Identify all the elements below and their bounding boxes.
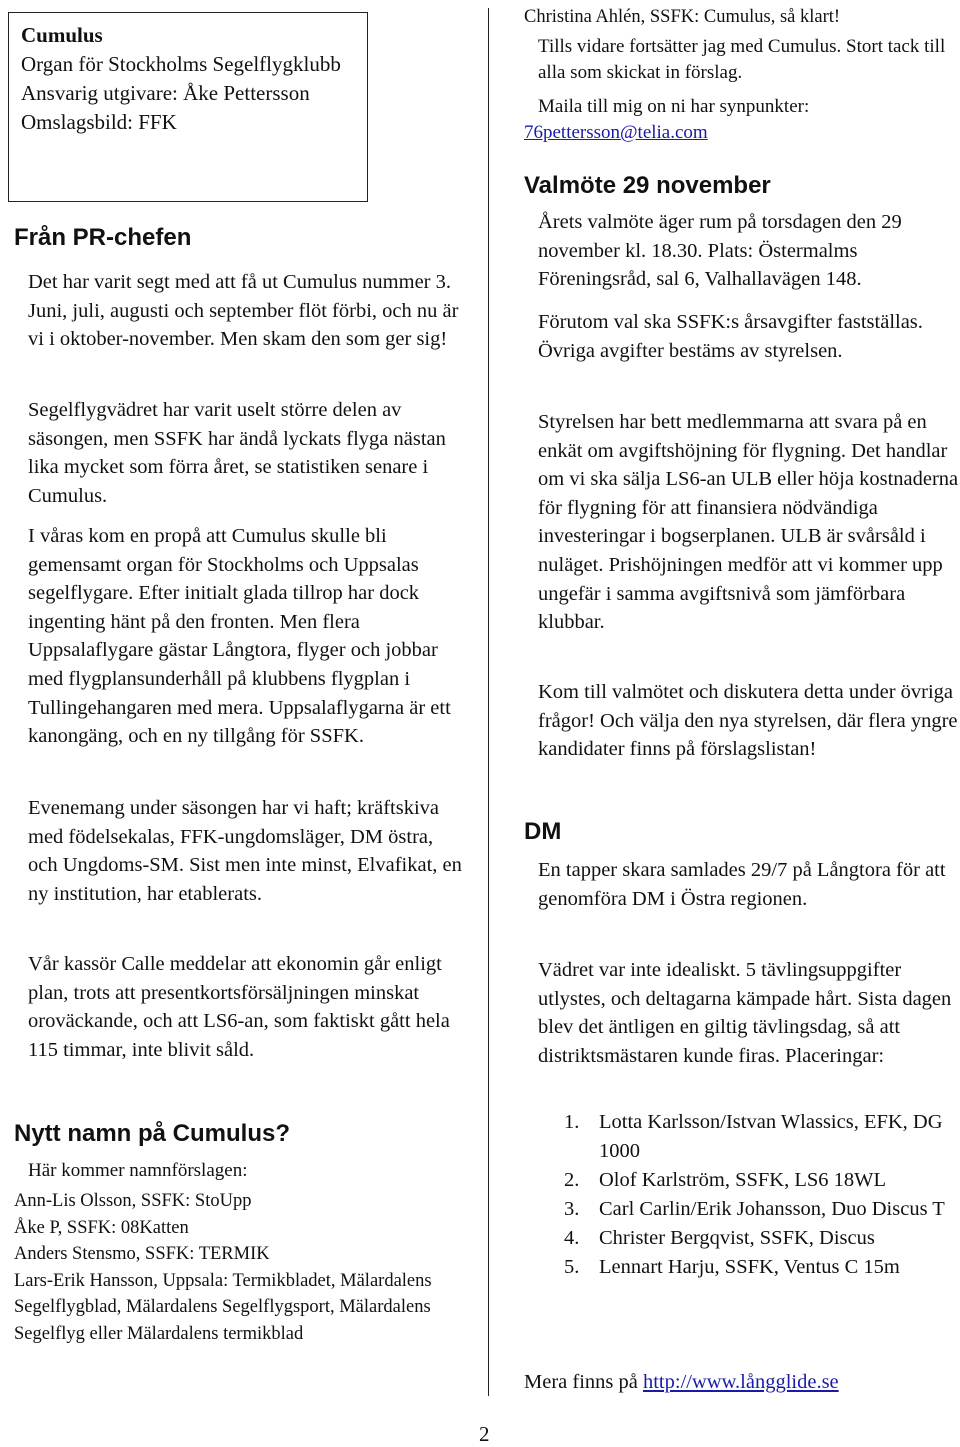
placing-number: 1. xyxy=(564,1111,580,1133)
names-list-continued xyxy=(524,4,954,31)
meeting-heading: Valmöte 29 november xyxy=(524,172,771,199)
list-item xyxy=(524,1195,954,1224)
pr-paragraph: I våras kom en propå att Cumulus skulle bli gemensamt organ för Stockholms och Uppsalas segelflygare. Efter initialt glada tillrop har dock ingenting hänt på den fronten. Men flera Uppsalaflygare gästar Långtora, flyger och jobbar med flygplansunderhåll på klubbens flygplan i Tullingehangaren med mera. Uppsalaflygarna är ett kanongäng, och en ny tillgång för SSFK. xyxy=(28,525,451,748)
more-info xyxy=(524,1368,954,1397)
placing-text: Christer Bergqvist, SSFK, Discus xyxy=(599,1227,875,1249)
names-list xyxy=(14,1188,452,1347)
dm-heading: DM xyxy=(524,818,562,845)
list-item: Lars-Erik Hansson, Uppsala: Termikbladet, Mälardalens Segelflygblad, Mälardalens Segelflygsport, Mälardalens Segelflyg eller Mälardalens termikblad xyxy=(14,1270,432,1344)
placing-number: 4. xyxy=(564,1227,580,1249)
list-item xyxy=(524,1253,954,1282)
placing-number: 3. xyxy=(564,1198,580,1220)
meeting-paragraph: Kom till valmötet och diskutera detta under övriga frågor! Och välja den nya styrelsen, där flera yngre kandidater finns på förslagslistan! xyxy=(538,681,958,761)
list-item: Ann-Lis Olsson, SSFK: StoUpp xyxy=(14,1191,252,1211)
meeting-paragraph: Årets valmöte äger rum på torsdagen den 29 november kl. 18.30. Plats: Östermalms Föreningsråd, sal 6, Valhallavägen 148. xyxy=(538,211,902,291)
column-divider xyxy=(488,8,489,1396)
page-number: 2 xyxy=(479,1422,490,1446)
names-mail-text: Maila till mig on ni har synpunkter: xyxy=(538,96,810,117)
pr-paragraph: Vår kassör Calle meddelar att ekonomin går enligt plan, trots att presentkortsförsäljningen minskat oroväckande, och att LS6-an, som faktiskt gått hela 115 timmar, inte blivit såld. xyxy=(28,953,450,1061)
list-item xyxy=(524,1108,954,1166)
meeting-paragraph: Förutom val ska SSFK:s årsavgifter fastställas. Övriga avgifter bestäms av styrelsen. xyxy=(538,311,923,362)
pr-paragraph: Det har varit segt med att få ut Cumulus nummer 3. Juni, juli, augusti och september flöt förbi, och nu är vi i oktober-november. Men skam den som ger sig! xyxy=(28,271,459,351)
placing-text: Carl Carlin/Erik Johansson, Duo Discus T xyxy=(599,1198,945,1220)
pr-heading: Från PR-chefen xyxy=(14,224,192,251)
dm-paragraph: En tapper skara samlades 29/7 på Långtora för att genomföra DM i Östra regionen. xyxy=(538,859,946,910)
names-intro: Här kommer namnförslagen: xyxy=(28,1160,248,1181)
dm-paragraph: Vädret var inte idealiskt. 5 tävlingsuppgifter utlystes, och deltagarna kämpade hårt. Sista dagen blev det äntligen en giltig tävlingsdag, så att distriktsmästaren kunde firas. Placeringar: xyxy=(538,959,952,1067)
placings-list xyxy=(524,1108,954,1282)
email-link[interactable]: 76pettersson@telia.com xyxy=(524,122,708,143)
placing-number: 2. xyxy=(564,1169,580,1191)
list-item: Åke P, SSFK: 08Katten xyxy=(14,1217,189,1238)
list-item: Anders Stensmo, SSFK: TERMIK xyxy=(14,1244,270,1264)
masthead-line: Organ för Stockholms Segelflygklubb xyxy=(21,52,341,76)
names-heading: Nytt namn på Cumulus? xyxy=(14,1120,291,1147)
placing-text: Lennart Harju, SSFK, Ventus C 15m xyxy=(599,1256,900,1278)
masthead-line: Ansvarig utgivare: Åke Pettersson xyxy=(21,81,310,105)
placing-text: Lotta Karlsson/Istvan Wlassics, EFK, DG 1000 xyxy=(599,1111,943,1162)
placing-number: 5. xyxy=(564,1256,580,1278)
pr-paragraph: Segelflygvädret har varit uselt större delen av säsongen, men SSFK har ändå lyckats flyga nästan lika mycket som förra året, se statistiken senare i Cumulus. xyxy=(28,399,446,507)
right-column xyxy=(524,0,959,1444)
meeting-paragraph: Styrelsen har bett medlemmarna att svara på en enkät om avgiftshöjning för flygning. Det handlar om vi ska sälja LS6-an ULB eller höja kostnaderna för flygning för att finansiera nödvändiga investeringar i bogserplanen. ULB är svårsåld i nuläget. Prishöjningen medför att vi kommer upp ungefär i samma avgiftsnivå som jämförbara klubbar. xyxy=(538,411,959,634)
left-column xyxy=(14,0,462,1444)
names-outro: Tills vidare fortsätter jag med Cumulus. Stort tack till alla som skickat in förslag. xyxy=(538,36,946,83)
masthead-title: Cumulus xyxy=(21,23,103,47)
placing-text: Olof Karlström, SSFK, LS6 18WL xyxy=(599,1169,886,1191)
more-info-text: Mera finns på xyxy=(524,1371,638,1393)
website-link[interactable]: http://www.långglide.se xyxy=(642,1371,839,1393)
masthead-box xyxy=(8,12,368,202)
masthead-line: Omslagsbild: FFK xyxy=(21,110,177,134)
pr-paragraph: Evenemang under säsongen har vi haft; kräftskiva med födelsekalas, FFK-ungdomsläger, DM östra, och Ungdoms-SM. Sist men inte minst, Elvafikat, en ny institution, har etablerats. xyxy=(28,797,462,905)
list-item xyxy=(524,1166,954,1195)
list-item xyxy=(524,1224,954,1253)
list-item: Christina Ahlén, SSFK: Cumulus, så klart! xyxy=(524,7,841,27)
